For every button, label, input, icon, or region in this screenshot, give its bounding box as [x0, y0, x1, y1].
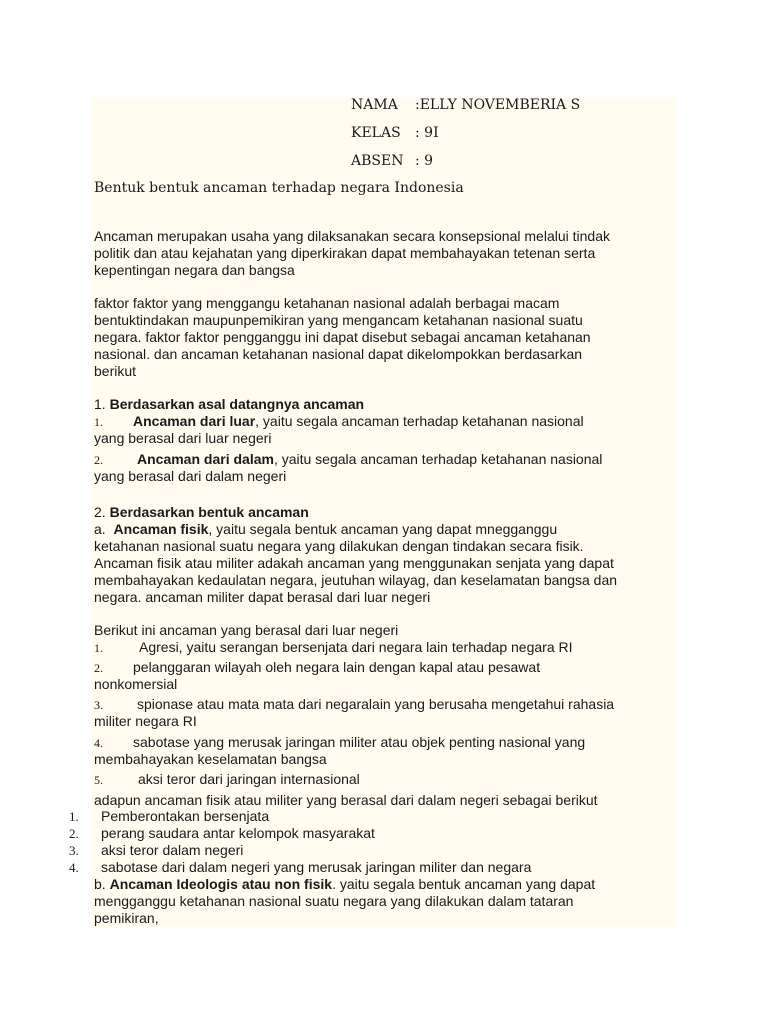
- luar-item-number: 1.: [94, 641, 103, 655]
- p1-line: kepentingan negara dan bangsa: [94, 262, 295, 278]
- nama-label: NAMA: [351, 97, 398, 113]
- dalam-item-number: 3.: [69, 843, 79, 858]
- dalam-item-text: Pemberontakan bersenjata: [101, 808, 270, 824]
- s1-item2-row: [94, 451, 674, 469]
- s2-a-line: negara. ancaman militer dapat berasal dari luar negeri: [94, 589, 431, 605]
- luar-item: [94, 734, 674, 752]
- section1-number: 1.: [94, 396, 106, 412]
- s2-b-bold: Ancaman Ideologis atau non fisik: [109, 876, 333, 892]
- s1-item1-number: 1.: [94, 415, 103, 429]
- absen-label: ABSEN: [351, 153, 404, 169]
- luar-item: [94, 659, 674, 677]
- section1-heading: Berdasarkan asal datangnya ancaman: [109, 396, 365, 412]
- s2-b-row: [94, 876, 674, 893]
- section1-heading-row: [94, 396, 674, 413]
- p2-line: nasional. dan ancaman ketahanan nasional dapat dikelompokkan berdasarkan: [94, 346, 583, 362]
- p1-line: Ancaman merupakan usaha yang dilaksanakan secara konsepsional melalui tindak: [94, 228, 610, 244]
- dalam-intro: adapun ancaman fisik atau militer yang berasal dari dalam negeri sebagai berikut: [94, 792, 598, 808]
- section2-heading: Berdasarkan bentuk ancaman: [109, 504, 309, 520]
- s2-a-text: , yaitu segala bentuk ancaman yang dapat mnegganggu: [208, 521, 558, 537]
- luar-item-number: 2.: [94, 661, 103, 675]
- dalam-item-number: 1.: [69, 809, 79, 824]
- luar-item-text: spionase atau mata mata dari negaralain yang berusaha mengetahui rahasia: [137, 696, 615, 712]
- s2-a-row: [94, 521, 674, 538]
- nama-value: :ELLY NOVEMBERIA S: [415, 97, 581, 113]
- section2-heading-row: [94, 504, 674, 521]
- s2-a-number: a.: [94, 521, 106, 537]
- s1-item1-row: [94, 413, 674, 431]
- s2-a-line: ketahanan nasional suatu negara yang dilakukan dengan tindakan secara fisik.: [94, 538, 584, 554]
- s1-item1-cont: yang berasal dari luar negeri: [94, 430, 272, 446]
- dalam-item-text: sabotase dari dalam negeri yang merusak jaringan militer dan negara: [101, 859, 532, 875]
- s1-item2-cont: yang berasal dari dalam negeri: [94, 468, 287, 484]
- s2-b-number: b.: [94, 876, 106, 892]
- s2-a-bold: Ancaman fisik: [113, 521, 209, 537]
- dalam-item-number: 4.: [69, 860, 79, 875]
- luar-item: [94, 639, 674, 657]
- s1-item2-number: 2.: [94, 453, 103, 467]
- s1-item1-bold: Ancaman dari luar: [133, 413, 256, 429]
- dalam-item-text: aksi teror dalam negeri: [101, 842, 244, 858]
- p2-line: bentuktindakan maupunpemikiran yang mengancam ketahanan nasional suatu: [94, 312, 583, 328]
- p1-line: politik dan atau kejahatan yang diperkirakan dapat membahayakan tetenan serta: [94, 245, 596, 261]
- dalam-item-number: 2.: [69, 826, 79, 841]
- luar-item: [94, 696, 674, 714]
- luar-item-cont: membahayakan keselamatan bangsa: [94, 751, 327, 767]
- luar-item-text: sabotase yang merusak jaringan militer atau objek penting nasional yang: [133, 734, 586, 750]
- s2-b-line: mengganggu ketahanan nasional suatu negara yang dilakukan dalam tataran: [94, 893, 574, 909]
- document-title: Bentuk bentuk ancaman terhadap negara Indonesia: [94, 180, 464, 196]
- luar-item-text: pelanggaran wilayah oleh negara lain dengan kapal atau pesawat: [133, 659, 541, 675]
- p2-line: faktor faktor yang menggangu ketahanan nasional adalah berbagai macam: [94, 295, 560, 311]
- header-nama-row: [351, 97, 580, 113]
- s1-item1-text: , yaitu segala ancaman terhadap ketahanan nasional: [255, 413, 584, 429]
- section2-number: 2.: [94, 504, 106, 520]
- s1-item2-bold: Ancaman dari dalam: [137, 451, 274, 467]
- p2-line: berikut: [94, 363, 137, 379]
- s2-a-line: Ancaman fisik atau militer adakah ancaman yang menggunakan senjata yang dapat: [94, 555, 614, 571]
- header-kelas-row: [351, 125, 439, 141]
- p2-line: negara. faktor faktor pengganggu ini dapat disebut sebagai ancaman ketahanan: [94, 329, 591, 345]
- s2-b-text: . yaitu segala bentuk ancaman yang dapat: [332, 876, 596, 892]
- header-absen-row: [351, 153, 433, 169]
- absen-value: : 9: [415, 153, 434, 169]
- luar-item-cont: militer negara RI: [94, 713, 197, 729]
- kelas-label: KELAS: [351, 125, 401, 141]
- luar-intro: Berikut ini ancaman yang berasal dari luar negeri: [94, 622, 399, 638]
- kelas-value: : 9I: [415, 125, 439, 141]
- luar-item-text: Agresi, yaitu serangan bersenjata dari negara lain terhadap negara RI: [139, 639, 573, 655]
- s2-a-line: membahayakan kedaulatan negara, jeutuhan wilayag, dan keselamatan bangsa dan: [94, 572, 618, 588]
- luar-item-number: 4.: [94, 736, 103, 750]
- luar-item-cont: nonkomersial: [94, 676, 178, 692]
- luar-item-text: aksi teror dari jaringan internasional: [138, 771, 360, 787]
- luar-item-number: 3.: [94, 698, 103, 712]
- s1-item2-text: , yaitu segala ancaman terhadap ketahanan nasional: [273, 451, 603, 467]
- dalam-item-text: perang saudara antar kelompok masyarakat: [101, 825, 375, 841]
- s2-b-line: pemikiran,: [94, 910, 159, 926]
- luar-item-number: 5.: [94, 773, 103, 787]
- luar-item: [94, 771, 674, 789]
